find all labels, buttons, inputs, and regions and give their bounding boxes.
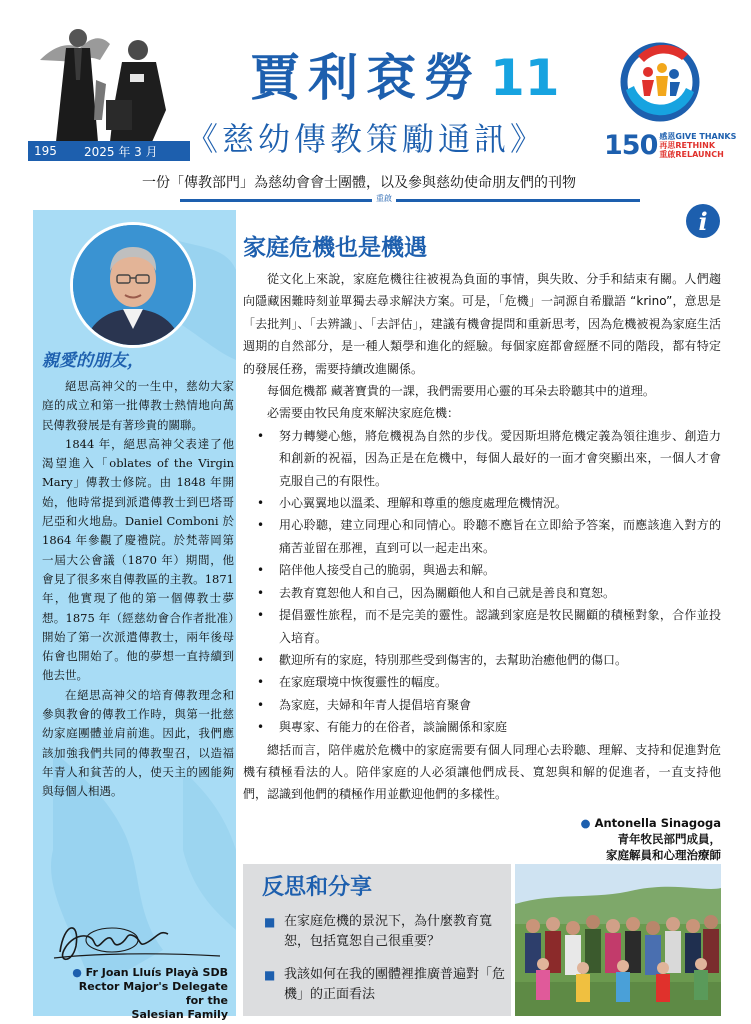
- letter-paragraph: 在絕思高神父的培育傳教理念和參與教會的傳教工作時，與第一批慈幼家庭團體並肩前進。因此，我們應該加強我們共同的傳教聖召，以造福年青人和貧苦的人，使天主的國能夠與每個人相遇。: [42, 687, 234, 799]
- list-item: • 小心翼翼地以溫柔、理解和尊重的態度處理危機情況。: [257, 492, 721, 514]
- logo-150-number: 150: [604, 130, 658, 161]
- logo-line-give-thanks: 感恩GIVE THANKS: [659, 132, 737, 141]
- author-name-line: [520, 815, 721, 831]
- article-conclusion: 總括而言，陪伴處於危機中的家庭需要有個人同理心去聆聽、理解、支持和促進對危機有積極看法的人。陪伴家庭的人必須讓他們成長、寬恕與和解的促進者，一直支持他們，認識到他們的積極作用並歡迎他們的多樣性。: [243, 742, 721, 802]
- author-role: 青年牧民部門成員，: [617, 832, 721, 846]
- author-name: Antonella Sinagoga: [594, 816, 721, 830]
- signer-block: [58, 966, 228, 1022]
- list-item: • 陪伴他人接受自己的脆弱，與過去和解。: [257, 559, 721, 581]
- greeting: 親愛的朋友，: [42, 351, 144, 371]
- masthead-number: 11: [490, 49, 560, 107]
- list-item: • 歡迎所有的家庭，特別那些受到傷害的，去幫助治癒他們的傷口。: [257, 649, 721, 671]
- author-block: [520, 815, 721, 863]
- family-group-photo: [515, 864, 721, 1016]
- signer-role: Rector Major's Delegate for the: [78, 980, 228, 1007]
- reflection-question-text: 我該如何在我的團體裡推廣普遍對「危機」的正面看法: [284, 967, 506, 1002]
- letter-paragraph: 1844 年，絕思高神父表達了他渴望進入「oblates of the Virgin Mary」傳教士修院。由 1848 年開始，他時常提到派遣傳教士到巴塔哥尼亞和火地島。Daniel Comboni 於 1864 年參觀了慶禮院。於梵蒂岡第一屆大公會議（1870 年）期間，他會見了很多來自傳教區的主教。1871 年，他實現了他的第一個傳教士夢想。1875 年（經慈幼會合作者批准）開始了第一次派遣傳教士，兩年後母佑會也開始了。他的夢想一直持續到他去世。: [42, 436, 234, 683]
- logo-150-words: [659, 132, 736, 159]
- tagline: 一份「傳教部門」為慈幼會會士團體，以及參與慈幼使命朋友們的刊物: [142, 175, 576, 191]
- list-item: • 提倡靈性旅程，而不是完美的靈性。認識到家庭是牧民關顧的積極對象，合作並投入培育。: [257, 604, 721, 649]
- list-item: • 為家庭，夫婦和年青人提倡培育聚會: [257, 694, 721, 716]
- anniversary-globe-logo: [608, 38, 708, 128]
- reflection-title: 反思和分享: [262, 875, 373, 900]
- logo-line-relaunch: 重啟RELAUNCH: [659, 150, 724, 159]
- article-body: [243, 268, 721, 806]
- info-icon: i: [686, 204, 720, 238]
- masthead-subtitle: 《慈幼傳教策勵通訊》: [186, 120, 547, 158]
- author-role: 家庭解員和心理治療師: [606, 848, 721, 862]
- article-paragraph: 必需要由牧民角度來解決家庭危機：: [267, 406, 460, 421]
- list-item: • 努力轉變心態，將危機視為自然的步伐。愛因斯坦將危機定義為領往進步、創造力和創新的祝福，因為正是在危機中，每個人最好的一面才會突顯出來，一個人才會克服自己的有限性。: [257, 425, 721, 492]
- signer-role: Salesian Family: [131, 1008, 228, 1021]
- issue-date: 2025 年 3 月: [84, 144, 158, 159]
- tagline-divider: [180, 199, 640, 202]
- reflection-question: [264, 912, 506, 952]
- letter-paragraph: 絕思高神父的一生中，慈幼大家庭的成立和第一批傳教士熱情地向萬民傳教發展是有著珍貴的關聯。: [42, 379, 234, 432]
- article-paragraph: 每個危機都 藏著寶貴的一課，我們需要用心靈的耳朵去聆聽其中的道理。: [267, 384, 655, 399]
- reflection-question-text: 在家庭危機的景況下，為什麼教育寬恕，包括寬恕自己很重要？: [284, 914, 493, 949]
- header-historic-photo: [40, 20, 180, 142]
- article-paragraph: 從文化上來說，家庭危機往往被視為負面的事情，與失敗、分手和結束有關。人們趨向隱藏困難時刻並單獨去尋求解決方案。可是，「危機」一詞源自希臘語 “krino”，意思是「去批判」、「去辨識」、「去評估」，建議有機會提問和重新思考，因為危機被視為家庭生活週期的自然部分，是一種人類學和進化的經驗。每個家庭都會經歷不同的階段，都有特定的發展任務，需要持續改進關係。: [243, 272, 721, 376]
- list-item: • 用心聆聽，建立同理心和同情心。聆聽不應旨在立即給予答案，而應該進入對方的痛苦並留在那裡，直到可以一起走出來。: [257, 514, 721, 559]
- circle-dot-icon: ●: [580, 816, 591, 830]
- square-bullet-icon: ■: [264, 968, 276, 982]
- editor-portrait: [70, 222, 196, 348]
- masthead-title: [250, 38, 560, 110]
- masthead-title-text: 賈利袞勞: [250, 48, 482, 107]
- list-item: • 與專家、有能力的在俗者，談論關係和家庭: [257, 716, 721, 738]
- handwritten-signature: [50, 912, 226, 968]
- circle-dot-icon: ●: [72, 966, 82, 979]
- article-bullet-list: [243, 425, 721, 739]
- reflection-question: [264, 965, 506, 1005]
- article-title: 家庭危機也是機遇: [243, 235, 427, 261]
- issue-bar: [28, 141, 190, 161]
- signer-name: Fr Joan Lluís Playà SDB: [85, 966, 228, 979]
- tagline-small-label: 重啟: [372, 193, 396, 204]
- issue-number: 195: [34, 144, 57, 158]
- square-bullet-icon: ■: [264, 915, 276, 929]
- logo-line-rethink: 再思RETHINK: [659, 141, 716, 150]
- list-item: • 去教育寬恕他人和自己，因為關顧他人和自己就是善良和寬恕。: [257, 582, 721, 604]
- editorial-letter: [42, 377, 234, 802]
- signer-name-line: [58, 966, 228, 980]
- list-item: • 在家庭環境中恢復靈性的幅度。: [257, 671, 721, 693]
- anniversary-150-logo: [604, 130, 736, 161]
